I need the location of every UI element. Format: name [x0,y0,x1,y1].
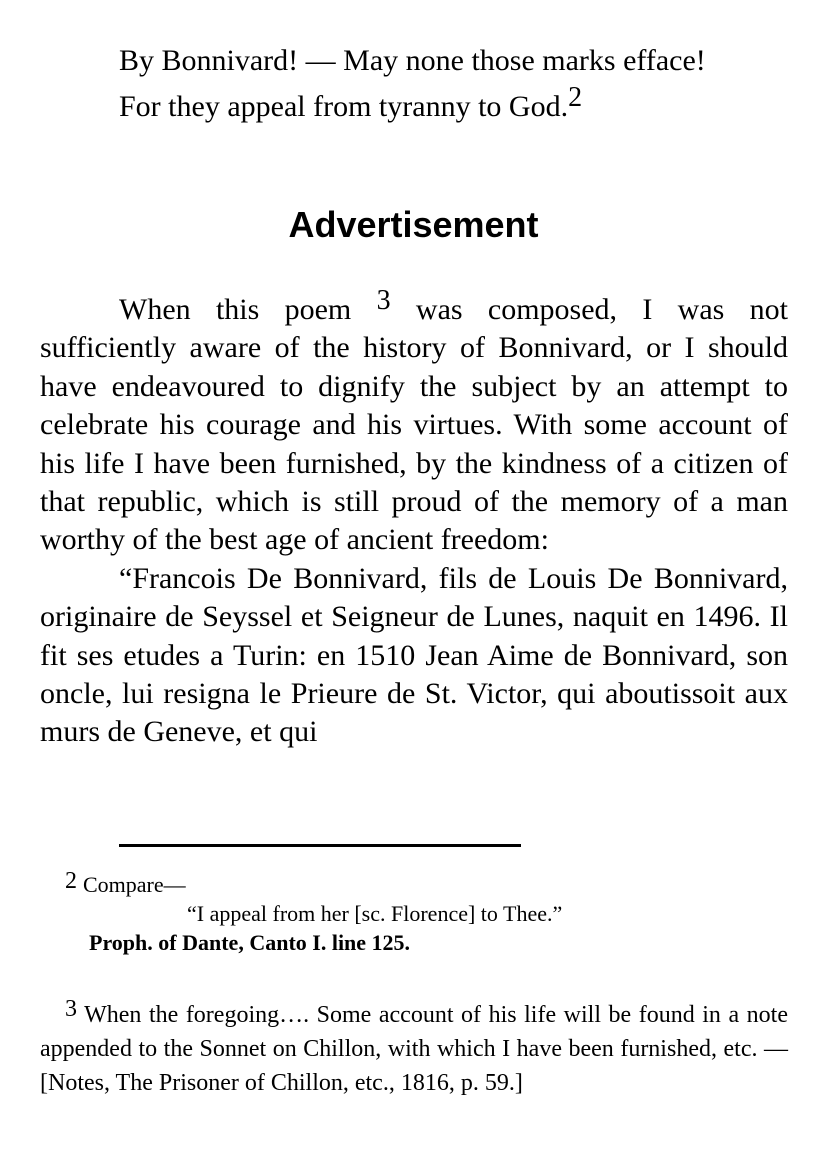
footnote-3-mark: 3 [65,996,77,1022]
paragraph-1 [40,285,788,560]
advertisement-body [40,285,788,752]
footnote-3 [40,998,788,1100]
footnote-divider [119,844,521,847]
footnote-2 [65,868,785,955]
verse-line-2 [119,84,799,130]
verse-block [119,38,799,130]
paragraph-2: “Francois De Bonnivard, fils de Louis De Bonnivard, originaire de Seyssel et Seigneur de Lunes, naquit en 1496. Il fit ses etudes a Turin: en 1510 Jean Aime de Bonnivard, son oncle, lui resigna le Prieure de St. Victor, qui aboutissoit aux murs de Geneve, et qui [40,561,788,749]
page-title: Advertisement [288,204,539,245]
footnote-3-text: When the foregoing…. Some account of his life will be found in a note appended to the Sonnet on Chillon, with which I have been furnished, etc. — [Notes, The Prisoner of Chillon, etc., 1816, p. 59.] [40,1002,788,1096]
footnote-2-mark: 2 [65,868,77,894]
verse-line-2-text: For they appeal from tyranny to God. [119,90,569,123]
footnote-ref-3[interactable]: 3 [376,285,391,316]
paragraph-1-start: When this poem [119,293,352,326]
footnote-2-quote: “I appeal from her [sc. Florence] to Thee.” [187,901,563,926]
footnote-ref-2[interactable]: 2 [568,82,583,113]
paragraph-1-rest: was composed, I was not sufficiently aware of the history of Bonnivard, or I should have endeavoured to dignify the subject by an attempt to celebrate his courage and his virtues. With some account of his life I have been furnished, by the kindness of a citizen of that republic, which is still proud of the memory of a man worthy of the best age of ancient freedom: [40,293,788,557]
footnote-2-source: Proph. of Dante, Canto I. line 125. [89,930,411,955]
footnote-2-text: Compare— [83,872,186,897]
footnote-3-paragraph [40,998,788,1100]
verse-line-1: By Bonnivard! — May none those marks efface! [119,44,706,77]
